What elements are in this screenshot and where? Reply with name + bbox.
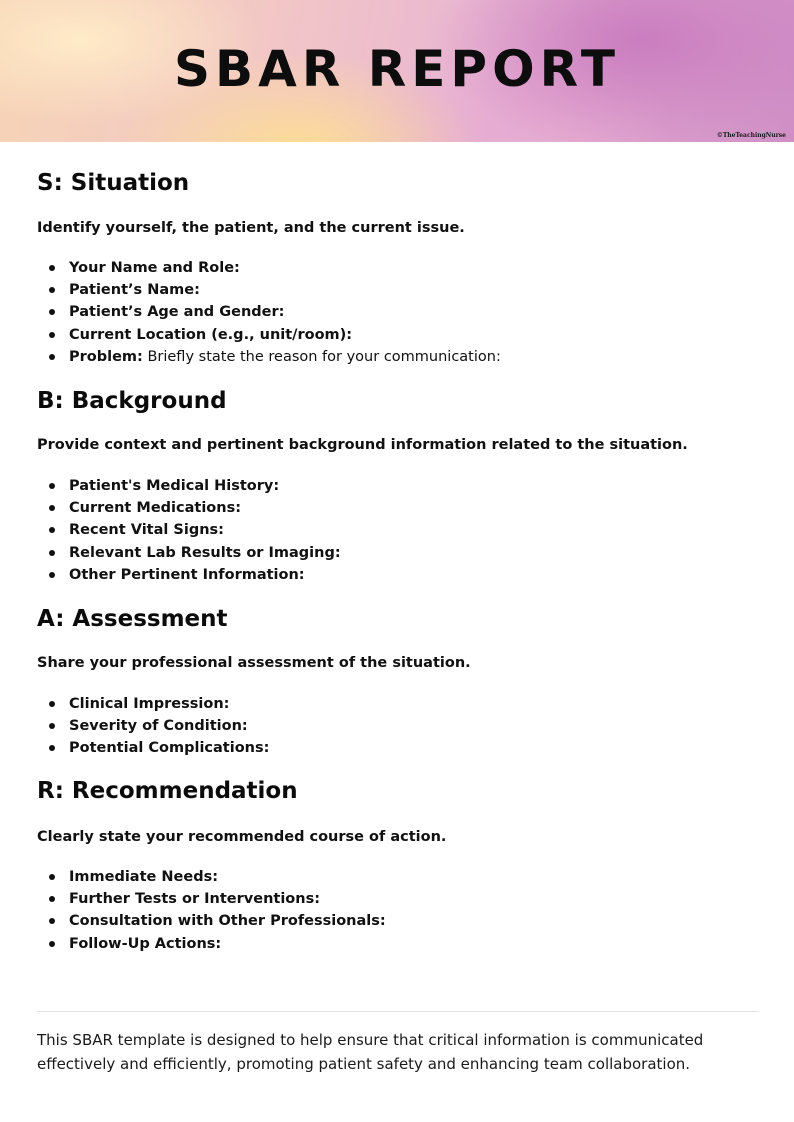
list-item <box>37 933 386 955</box>
list-item <box>37 866 386 888</box>
bullet-icon <box>49 332 55 338</box>
item-label: Severity of Condition: <box>69 718 248 735</box>
item-label: Relevant Lab Results or Imaging: <box>69 544 341 561</box>
item-label: Patient’s Name: <box>69 282 200 299</box>
list-item <box>37 564 341 586</box>
bullet-icon <box>49 918 55 924</box>
section-intro-assessment: Share your professional assessment of the situation. <box>37 655 471 671</box>
list-item <box>37 475 341 497</box>
bullet-icon <box>49 550 55 556</box>
bullet-icon <box>49 572 55 578</box>
item-label: Patient's Medical History: <box>69 478 280 494</box>
item-label: Your Name and Role: <box>69 260 240 276</box>
item-label: Patient’s Age and Gender: <box>69 304 285 321</box>
item-label: Recent Vital Signs: <box>69 522 224 539</box>
bullet-icon <box>49 941 55 947</box>
item-label: Immediate Needs: <box>69 869 219 885</box>
bullet-icon <box>49 287 55 293</box>
recommendation-list <box>37 866 386 955</box>
list-item <box>37 519 341 541</box>
list-item <box>37 910 386 932</box>
list-item <box>37 257 501 279</box>
item-label: Current Location (e.g., unit/room): <box>69 326 353 343</box>
section-intro-situation: Identify yourself, the patient, and the current issue. <box>37 220 465 236</box>
bullet-icon <box>49 896 55 902</box>
list-item <box>37 715 269 737</box>
header-banner <box>0 0 794 142</box>
bullet-icon <box>49 874 55 880</box>
list-item <box>37 737 269 759</box>
situation-list <box>37 257 501 368</box>
section-title-background: B: Background <box>37 388 227 414</box>
list-item <box>37 301 501 323</box>
bullet-icon <box>49 265 55 271</box>
item-label: Further Tests or Interventions: <box>69 891 321 908</box>
section-title-recommendation: R: Recommendation <box>37 778 298 804</box>
credit-watermark: ©TheTeachingNurse <box>716 132 786 139</box>
bullet-icon <box>49 483 55 489</box>
item-label: Potential Complications: <box>69 740 270 757</box>
item-label: Current Medications: <box>69 500 242 517</box>
bullet-icon <box>49 723 55 729</box>
section-title-assessment: A: Assessment <box>37 606 228 632</box>
item-description: Briefly state the reason for your communication: <box>142 348 501 365</box>
list-item <box>37 497 341 519</box>
list-item <box>37 346 501 368</box>
list-item <box>37 279 501 301</box>
footer-divider <box>37 1011 759 1012</box>
assessment-list <box>37 693 269 760</box>
section-title-situation: S: Situation <box>37 170 190 196</box>
section-intro-recommendation: Clearly state your recommended course of action. <box>37 829 447 845</box>
section-intro-background: Provide context and pertinent background information related to the situation. <box>37 437 688 453</box>
item-label: Other Pertinent Information: <box>69 566 305 583</box>
item-label: Clinical Impression: <box>69 696 230 712</box>
item-label: Follow-Up Actions: <box>69 935 222 952</box>
bullet-icon <box>49 527 55 533</box>
bullet-icon <box>49 354 55 360</box>
item-label: Problem: <box>69 348 143 365</box>
bullet-icon <box>49 701 55 707</box>
background-list <box>37 475 341 586</box>
list-item <box>37 693 269 715</box>
page-title: SBAR REPORT <box>174 40 620 98</box>
list-item <box>37 888 386 910</box>
bullet-icon <box>49 745 55 751</box>
bullet-icon <box>49 309 55 315</box>
bullet-icon <box>49 505 55 511</box>
footer-note: This SBAR template is designed to help ensure that critical information is communicated effectively and efficiently, promoting patient safety and enhancing team collaboration. <box>37 1031 704 1073</box>
list-item <box>37 324 501 346</box>
item-label: Consultation with Other Professionals: <box>69 913 386 930</box>
list-item <box>37 542 341 564</box>
